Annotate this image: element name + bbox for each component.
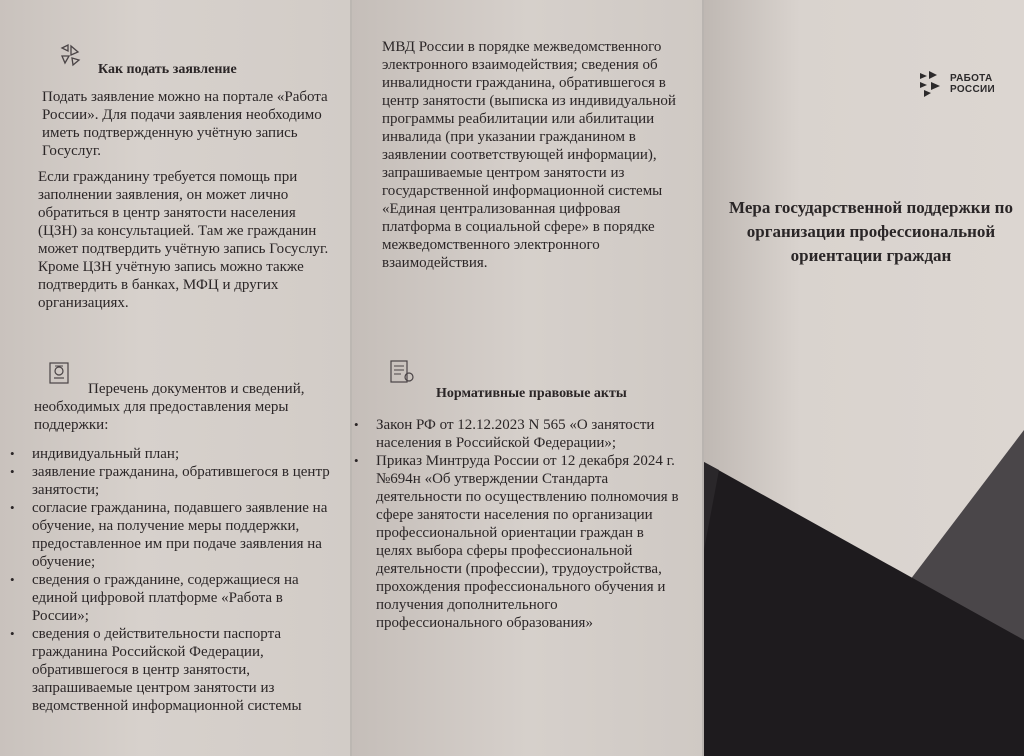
list-item [10, 463, 338, 499]
list-item [10, 571, 338, 625]
list-item-text: Приказ Минтруда России от 12 декабря 2024 г. №694н «Об утверждении Стандарта деятельности по осуществлению полномочия в сфере занятости населения по организации профессиональной ориентации граждан в целях выбора сферы профессиональной деятельности (профессии), трудоустройства, прохождения профессионального обучения и получения дополнительного профессионального образования» [376, 453, 679, 631]
cover-title: Мера государственной поддержки по организации профессиональной ориентации граждан [729, 198, 1013, 265]
left-panel [0, 0, 352, 756]
documents-list [10, 445, 338, 715]
bullet-icon: • [10, 500, 15, 515]
list-item [10, 445, 338, 463]
documents-heading: Перечень документов и сведений, необходимых для предоставления меры поддержки: [34, 381, 305, 433]
list-item-text: индивидуальный план; [32, 446, 180, 462]
acts-heading: Нормативные правовые акты [436, 386, 627, 401]
apply-paragraph-2: Если гражданину требуется помощь при заполнении заявления, он может лично обратиться в центр занятости населения (ЦЗН) за консультацией. Там же гражданин может подтвердить учётную запись Госуслуг. Кроме ЦЗН учётную запись можно также подтвердить в банках, МФЦ и других организациях. [38, 169, 329, 311]
list-item-text: сведения о гражданине, содержащиеся на единой цифровой платформе «Работа в России»; [32, 572, 299, 624]
logo-line-1: РАБОТА [950, 73, 993, 84]
document-seal-icon [388, 358, 416, 386]
list-item-text: согласие гражданина, подавшего заявление на обучение, на получение меры поддержки, предоставленное им при подаче заявления на обучение; [32, 500, 328, 570]
rabota-rossii-logo [918, 70, 995, 98]
logo-arrows-icon [918, 70, 944, 98]
continuation-text: МВД России в порядке межведомственного электронного взаимодействия; сведения об инвалидности гражданина, обратившегося в центр занятости (выписка из индивидуальной программы реабилитации или абилитации инвалида (при указании гражданином в заявлении соответствующей информации), запрашиваемые центром занятости из государственной информационной системы «Единая централизованная цифровая платформа в социальной сфере» в порядке межведомственного электронного взаимодействия. [382, 39, 676, 271]
list-item [10, 625, 338, 715]
apply-heading: Как подать заявление [98, 62, 237, 77]
arrows-icon [58, 42, 84, 68]
bullet-icon: • [10, 572, 15, 587]
bullet-icon: • [10, 626, 15, 641]
acts-list [354, 416, 682, 632]
apply-paragraph-1: Подать заявление можно на портале «Работа России». Для подачи заявления необходимо иметь подтвержденную учётную запись Госуслуг. [42, 89, 328, 159]
list-item-text: заявление гражданина, обратившегося в центр занятости; [32, 464, 330, 498]
list-item [354, 452, 682, 632]
list-item-text: сведения о действительности паспорта гражданина Российской Федерации, обратившегося в центр занятости, запрашиваемые центром занятости из ведомственной информационной системы [32, 626, 302, 714]
bullet-icon: • [354, 453, 359, 468]
cover-panel [704, 0, 1024, 756]
decorative-shapes [704, 430, 1024, 756]
list-item [10, 499, 338, 571]
list-item [354, 416, 682, 452]
bullet-icon: • [354, 417, 359, 432]
logo-line-2: РОССИИ [950, 84, 995, 95]
middle-panel [352, 0, 704, 756]
bullet-icon: • [10, 464, 15, 479]
list-item-text: Закон РФ от 12.12.2023 N 565 «О занятости населения в Российской Федерации»; [376, 417, 655, 451]
bullet-icon: • [10, 446, 15, 461]
